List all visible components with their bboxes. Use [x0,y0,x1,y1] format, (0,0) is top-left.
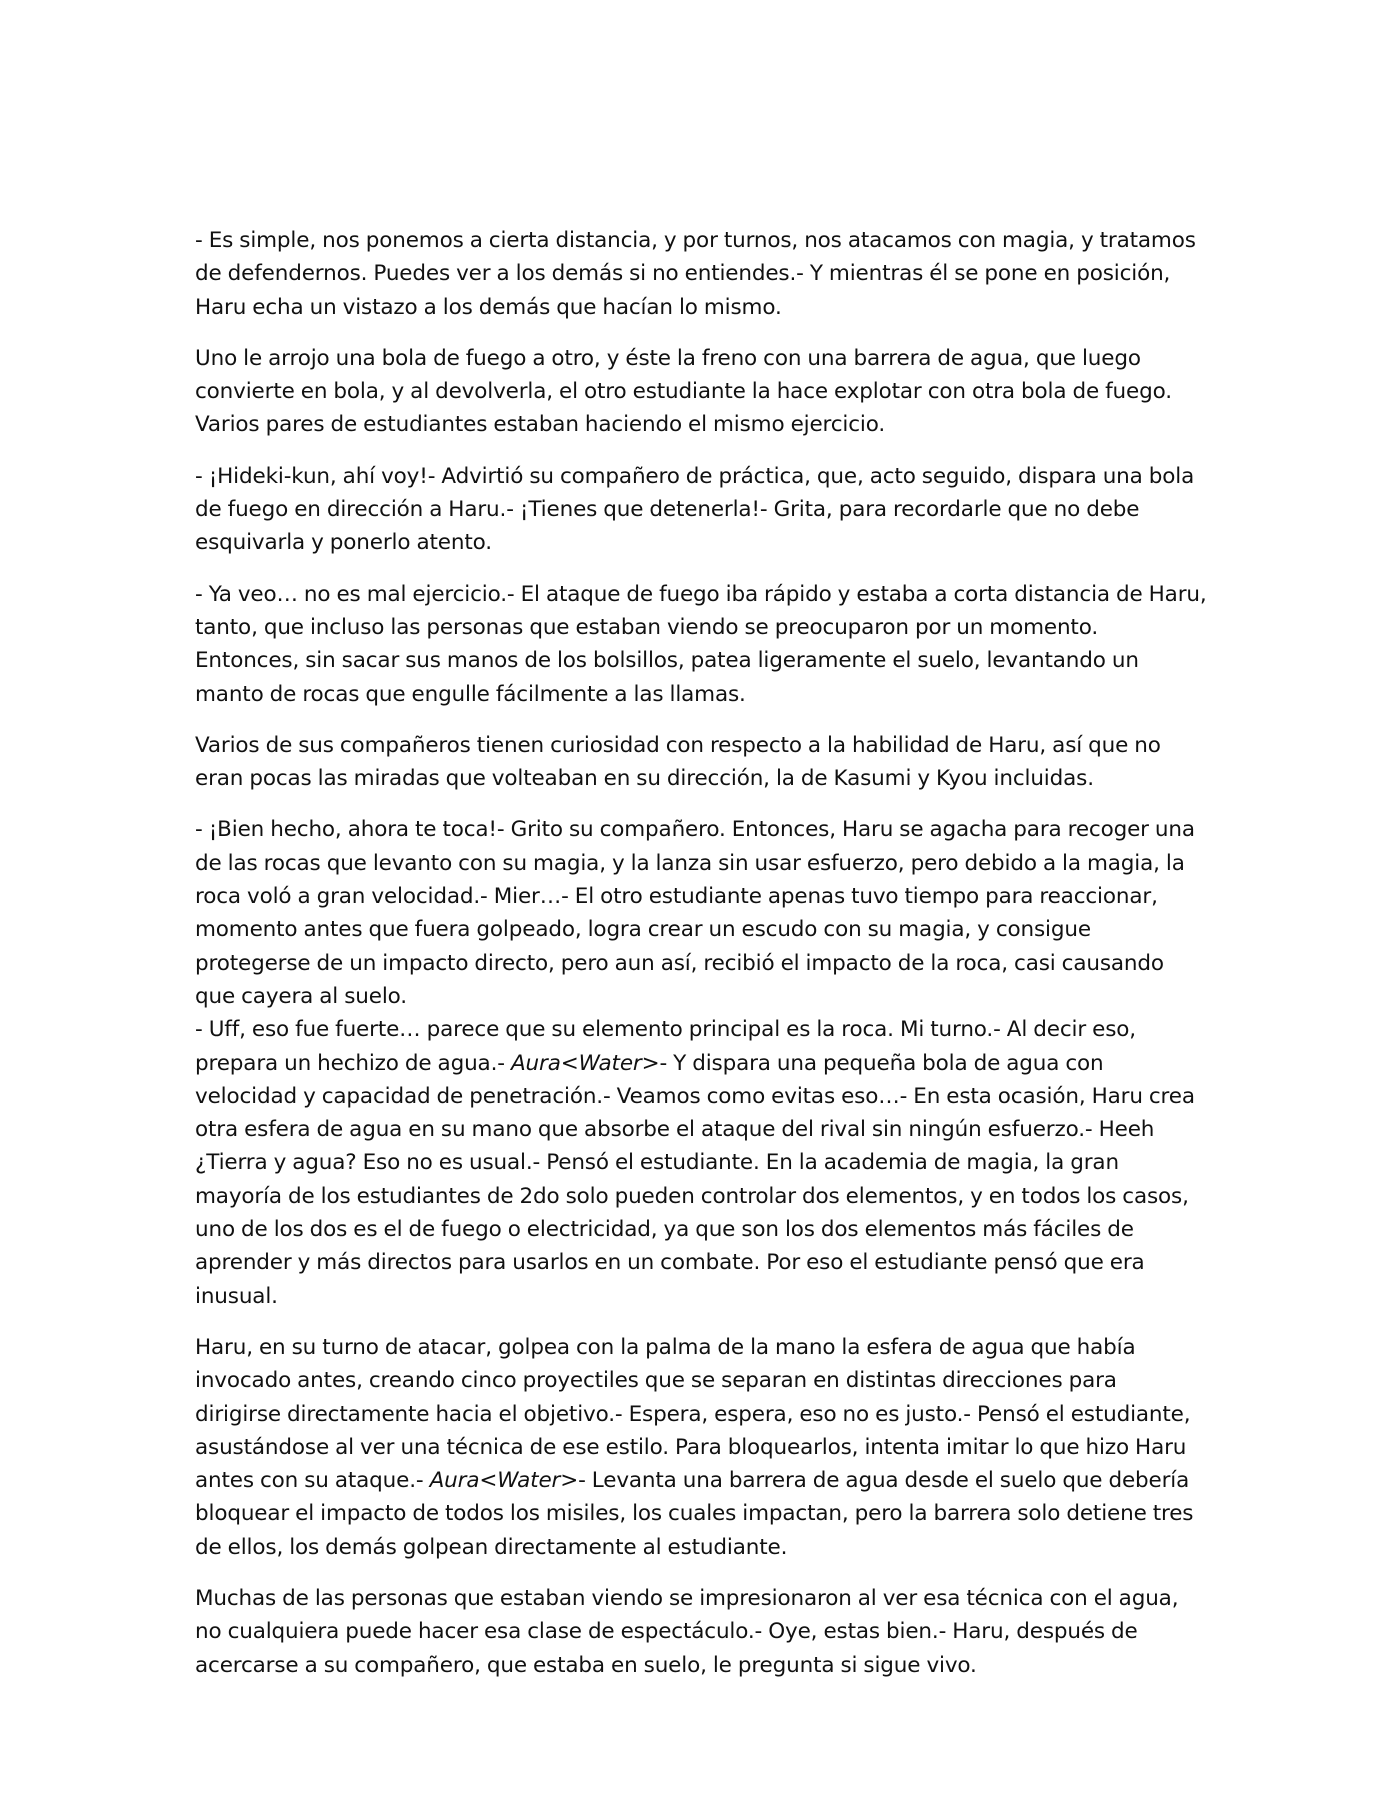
spell-name-italic: Aura<Water> [429,1468,579,1494]
body-paragraph [195,578,1207,711]
paragraph-text: Haru, en su turno de atacar, golpea con la palma de la mano la esfera de agua que había invocado antes, creando cinco proyectiles que se separan en distintas direcciones para dirigirse directamente hacia el objetivo.- Espera, espera, eso no es justo.- Pensó el estudiante, asustándose al ver una técnica de ese estilo. Para bloquearlos, intenta imitar lo que hizo Haru antes con su ataque.- [195,1334,1191,1494]
document-page [195,224,1207,1700]
paragraph-text: Muchas de las personas que estaban viendo se impresionaron al ver esa técnica con el agua, no cualquiera puede hacer esa clase de espectáculo.- Oye, estas bien.- Haru, después de acercarse a su compañero, que estaba en suelo, le pregunta si sigue vivo. [195,1585,1179,1678]
paragraph-text: - Levanta una barrera de agua desde el suelo que debería bloquear el impacto de todos los misiles, los cuales impactan, pero la barrera solo detiene tres de ellos, los demás golpean directamente al estudiante. [195,1468,1194,1560]
paragraph-text: - Uff, eso fue fuerte… parece que su elemento principal es la roca. Mi turno.- Al decir eso, prepara un hechizo de agua.- [195,1017,1136,1076]
body-paragraph [195,1582,1207,1682]
paragraph-text: Varios de sus compañeros tienen curiosidad con respecto a la habilidad de Haru, así que no eran pocas las miradas que volteaban en su dirección, la de Kasumi y Kyou incluidas. [195,732,1161,792]
paragraph-text: - Y dispara una pequeña bola de agua con velocidad y capacidad de penetración.- Veamos como evitas eso…- En esta ocasión, Haru crea otra esfera de agua en su mano que absorbe el ataque del rival sin ningún esfuerzo.- Heeh ¿Tierra y agua? Eso no es usual.- Pensó el estudiante. En la academia de magia, la gran mayoría de los estudiantes de 2do solo pueden controlar dos elementos, y en todos los casos, uno de los dos es el de fuego o electricidad, ya que son los dos elementos más fáciles de aprender y más directos para usarlos en un combate. Por eso el estudiante pensó que era inusual. [195,1050,1195,1309]
body-paragraph [195,729,1207,796]
paragraph-text: Uno le arrojo una bola de fuego a otro, y éste la freno con una barrera de agua, que luego convierte en bola, y al devolverla, el otro estudiante la hace explotar con otra bola de fuego. Varios pares de estudiantes estaban haciendo el mismo ejercicio. [195,345,1172,438]
spell-name-italic: Aura<Water> [510,1050,660,1076]
body-paragraph [195,342,1207,442]
paragraph-text: - Es simple, nos ponemos a cierta distancia, y por turnos, nos atacamos con magia, y tratamos de defendernos. Puedes ver a los demás si no entiendes.- Y mientras él se pone en posición, Haru echa un vistazo a los demás que hacían lo mismo. [195,228,1196,320]
paragraph-text: - ¡Hideki-kun, ahí voy!- Advirtió su compañero de práctica, que, acto seguido, dispara una bola de fuego en dirección a Haru.- ¡Tienes que detenerla!- Grita, para recordarle que no debe esquivarla y ponerlo atento. [195,463,1195,556]
body-paragraph [195,460,1207,560]
body-paragraph [195,813,1207,1013]
paragraph-text: - ¡Bien hecho, ahora te toca!- Grito su compañero. Entonces, Haru se agacha para recoger una de las rocas que levanto con su magia, y la lanza sin usar esfuerzo, pero debido a la magia, la roca voló a gran velocidad.- Mier…- El otro estudiante apenas tuvo tiempo para reaccionar, momento antes que fuera golpeado, logra crear un escudo con su magia, y consigue protegerse de un impacto directo, pero aun así, recibió el impacto de la roca, casi causando que cayera al suelo. [195,817,1195,1009]
body-paragraph [195,1013,1207,1313]
body-paragraph [195,224,1207,324]
paragraph-text: - Ya veo… no es mal ejercicio.- El ataque de fuego iba rápido y estaba a corta distancia de Haru, tanto, que incluso las personas que estaban viendo se preocuparon por un momento. Entonces, sin sacar sus manos de los bolsillos, patea ligeramente el suelo, levantando un manto de rocas que engulle fácilmente a las llamas. [195,581,1207,707]
body-paragraph [195,1331,1207,1564]
